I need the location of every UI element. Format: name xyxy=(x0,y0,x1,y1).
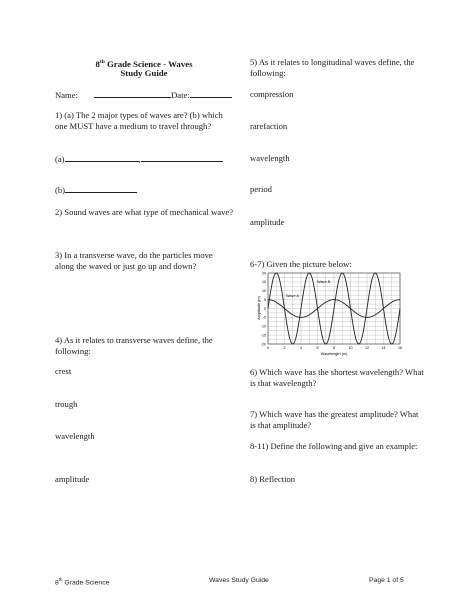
question-2: 2) Sound waves are what type of mechanical wave? xyxy=(55,207,234,217)
document-subtitle: Study Guide xyxy=(120,68,168,78)
question-8-11: 8-11) Define the following and give an example: xyxy=(250,441,418,451)
title-grade-suffix: th xyxy=(99,59,105,65)
chart-x-axis-label: Wavelength (m) xyxy=(320,352,348,356)
right-term-compression: compression xyxy=(250,89,294,99)
left-term-wavelength: wavelength xyxy=(55,431,95,441)
right-term-amplitude: amplitude xyxy=(250,217,285,227)
q1-a-blank-2[interactable] xyxy=(138,153,223,164)
footer-course: Grade Science xyxy=(62,579,110,587)
date-label: Date: xyxy=(171,90,190,100)
x-tick-label: 4 xyxy=(300,346,302,350)
wave-chart xyxy=(248,268,408,358)
q1-comma: , xyxy=(138,154,141,164)
chart-y-ticks xyxy=(261,271,266,346)
name-label: Name: xyxy=(55,90,78,100)
chart-x-ticks xyxy=(267,346,402,350)
question-3: 3) In a transverse wave, do the particles move along the waved or just go up and down? xyxy=(55,250,213,271)
wave-b-label: Wave B xyxy=(317,280,331,284)
question-8: 8) Reflection xyxy=(250,474,296,484)
y-tick-label: 10 xyxy=(262,289,266,294)
date-blank[interactable] xyxy=(190,89,232,98)
q1-a-label: (a) xyxy=(55,154,65,164)
left-term-trough: trough xyxy=(55,399,78,409)
y-tick-label: 20 xyxy=(262,271,266,276)
question-7: 7) Which wave has the greatest amplitude? What is that amplitude? xyxy=(250,409,419,430)
left-term-amplitude: amplitude xyxy=(55,474,90,484)
right-term-period: period xyxy=(250,184,272,194)
q1-b-label: (b) xyxy=(55,185,66,195)
q1-answer-a-line xyxy=(55,153,233,165)
q1-answer-b-line xyxy=(55,184,233,196)
footer-page-number: Page 1 of 5 xyxy=(369,577,404,584)
x-tick-label: 0 xyxy=(267,346,269,350)
chart-y-axis-label: Amplitude (m) xyxy=(257,296,261,320)
title-grade-number: 8 xyxy=(95,58,100,69)
question-5: 5) As it relates to longitudinal waves define, the following: xyxy=(250,57,415,78)
x-tick-label: 2 xyxy=(283,346,286,350)
wave-a-label: Wave A xyxy=(286,294,299,298)
q1-a-blank-1[interactable] xyxy=(65,153,139,162)
footer-grade-number: 8 xyxy=(55,579,59,587)
footer-grade-suffix: th xyxy=(58,577,63,582)
question-6-7: 6-7) Given the picture below: xyxy=(250,259,352,269)
footer-left xyxy=(55,577,109,586)
title-text: Grade Science - Waves xyxy=(104,58,193,69)
right-term-rarefaction: rarefaction xyxy=(250,121,288,131)
question-6: 6) Which wave has the shortest wavelength? What is that wavelength? xyxy=(250,367,424,388)
q1-b-blank[interactable] xyxy=(65,184,137,193)
question-1: 1) (a) The 2 major types of waves are? (b) which one MUST have a medium to travel through? xyxy=(55,110,223,131)
x-tick-label: 16 xyxy=(398,346,402,350)
y-tick-label: -15 xyxy=(260,333,266,338)
name-date-line xyxy=(55,89,233,101)
question-4: 4) As it relates to transverse waves define, the following: xyxy=(55,335,213,356)
name-blank[interactable] xyxy=(94,89,171,98)
y-tick-label: 15 xyxy=(262,280,266,285)
x-tick-label: 12 xyxy=(365,346,369,350)
y-tick-label: -5 xyxy=(262,315,266,320)
x-tick-label: 14 xyxy=(381,346,386,350)
footer-center: Waves Study Guide xyxy=(209,577,269,584)
y-tick-label: -20 xyxy=(260,342,266,347)
y-tick-label: -10 xyxy=(260,324,266,329)
left-term-crest: crest xyxy=(55,366,72,376)
x-tick-label: 10 xyxy=(348,346,353,350)
x-tick-label: 6 xyxy=(316,346,319,350)
x-tick-label: 8 xyxy=(333,346,335,350)
y-tick-label: 0 xyxy=(264,306,266,311)
right-term-wavelength: wavelength xyxy=(250,153,290,163)
y-tick-label: 5 xyxy=(264,297,266,302)
